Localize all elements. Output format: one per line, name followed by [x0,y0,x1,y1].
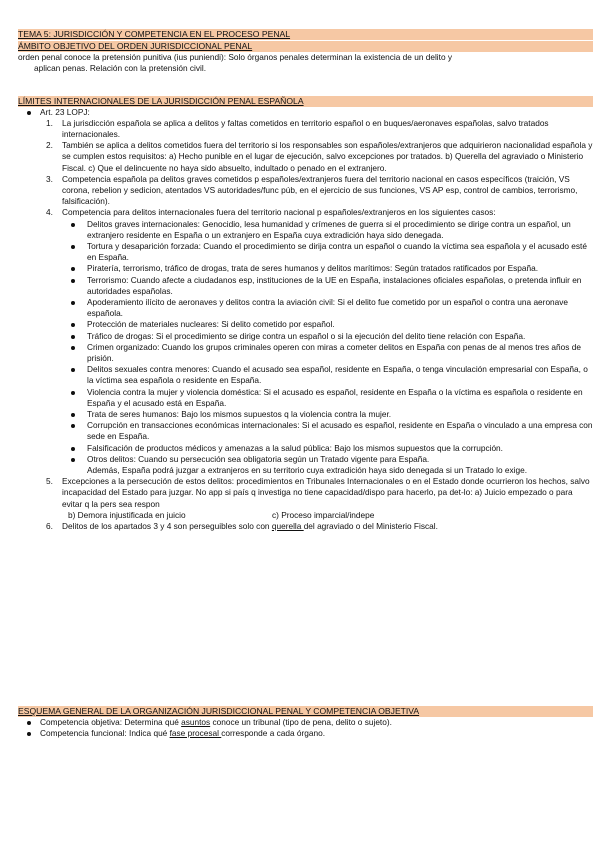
sub-item: Tráfico de drogas: Si el procedimiento se dirige contra un español o si la ejecución del delito tiene relación con España. [18,331,593,342]
item5-option-b: b) Demora injustificada en juicio [68,509,186,520]
sub-item: Terrorismo: Cuando afecte a ciudadanos esp, instituciones de la UE en España, instalaciones oficiales españolas, o pretenda influir en autoridades españolas. [18,275,593,297]
sub-item: Apoderamiento ilícito de aeronaves y delitos contra la aviación civil: Si el delito fue cometido por un español o contra una aeronave española. [18,297,593,319]
limites-section [18,96,593,532]
esquema-section [18,706,593,739]
sub-item: Falsificación de productos médicos y amenazas a la salud pública: Bajo los mismos supuestos que la corrupción. [18,443,593,454]
sub-item: Tortura y desaparición forzada: Cuando el procedimiento se dirija contra un español o cuando la víctima sea española y el acusado esté en España. [18,241,593,263]
querella-term: querella [271,521,304,532]
sub-item: Piratería, terrorismo, tráfico de drogas, trata de seres humanos y delitos marítimos: Según tratados ratificados por España. [18,263,593,274]
item5-option-c: c) Proceso imparcial/indepe [272,509,375,520]
competencia-objetiva-bullet: Competencia objetiva: Determina qué asuntos conoce un tribunal (tipo de pena, delito o sujeto). [18,717,593,728]
limites-item-4: 4. Competencia para delitos internacionales fuera del territorio nacional p españoles/extranjeros en los siguientes casos: Delitos graves internacionales: Genocidio, lesa humanidad y crímenes de guerra si el procedimiento se dirige contra un español, un extranjero residente en España o un extranjero en España cuya extradición haya sido denegada. Tortura y desaparición forzada: Cuando el procedimiento se dirija contra un español o cuando la víctima sea española y el acusado esté en España. Piratería, terrorismo, tráfico de drogas, trata de seres humanos y delitos marítimos: Según tratados ratificados por España. Terrorismo: Cuando afecte a ciudadanos esp, instituciones de la UE en España, instalaciones oficiales españolas, o pretenda influir en autoridades españolas. Apoderamiento ilícito de aeronaves y delitos contra la aviación civil: Si el delito fue cometido por un español o contra una aeronave española. Protección de materiales nucleares: Si delito cometido por español. Tráfico de drogas: Si el procedimiento se dirige contra un español o si la ejecución del delito tiene relación con España. Crimen organizado: Cuando los grupos criminales operen con miras a cometer delitos en España con penas de al menos tres años de prisión. Delitos sexuales contra menores: Cuando el acusado sea español, residente en España, o tenga vinculación empresarial con España, o la víctima sea española o residente en España. Violencia contra la mujer y violencia doméstica: Si el acusado es español, residente en España o la víctima es española o residente en España y el acusado está en España. Trata de seres humanos: Bajo los mismos supuestos q la violencia contra la mujer. Corrupción en transacciones económicas internacionales: Si el acusado es español, residente en España o vinculado a una empresa con sede en España. Falsificación de productos médicos y amenazas a la salud pública: Bajo los mismos supuestos que la corrupción. Otros delitos: Cuando su persecución sea obligatoria según un Tratado vigente para España. Además, España podrá juzgar a extranjeros en su territorio cuya extradición haya sido denegada si un Tratado lo exige. [18,207,593,476]
competencia-funcional-bullet: Competencia funcional: Indica qué fase procesal corresponde a cada órgano. [18,728,593,739]
art-bullet: Art. 23 LOPJ: [18,107,593,118]
sub-item: Violencia contra la mujer y violencia doméstica: Si el acusado es español, residente en España o la víctima es española o residente en España y el acusado está en España. [18,387,593,409]
page-title: TEMA 5: JURISDICCIÓN Y COMPETENCIA EN EL PROCESO PENAL [18,29,593,40]
sub-item: Delitos graves internacionales: Genocidio, lesa humanidad y crímenes de guerra si el procedimiento se dirige contra un español, un extranjero residente en España o un extranjero en España cuya extradición haya sido denegada. [18,219,593,241]
sub-item: Protección de materiales nucleares: Si delito cometido por español. [18,319,593,330]
international-crimes-list [62,219,593,477]
limites-list [18,118,593,533]
limites-item-2: 2. También se aplica a delitos cometidos fuera del territorio si los responsables son españoles/extranjeros que adquirieron nacionalidad española y se cumplen estos requisitos: a) Hecho punible en el lugar de ejecución, salvo excepciones por tratados. b) Querella del agraviado o Ministerio Fiscal. c) Que el delincuente no haya sido absuelto, indultado o penado en el extranjero. [46,140,593,173]
esquema-heading: ESQUEMA GENERAL DE LA ORGANIZACIÓN JURISDICCIONAL PENAL Y COMPETENCIA OBJETIVA [18,706,593,717]
sub-item: Trata de seres humanos: Bajo los mismos supuestos q la violencia contra la mujer. [18,409,593,420]
sub-item: Delitos sexuales contra menores: Cuando el acusado sea español, residente en España, o tenga vinculación empresarial con España, o la víctima sea española o residente en España. [18,364,593,386]
limites-item-1: 1. La jurisdicción española se aplica a delitos y faltas cometidos en territorio español o en buques/aeronaves españolas, salvo tratados internacionales. [46,117,549,139]
limites-item-5: 5. Excepciones a la persecución de estos delitos: procedimientos en Tribunales Internacionales o en el Estado donde ocurrieron los hechos, salvo incapacidad del Estado para juzgar. No app si país q investiga no tiene capacidad/dispo para hacerlo, pa det-lo: a) Juicio empezado o para evitar q la pers sea respon b) Demora injustificada en juicio c) Proceso imparcial/indepe [46,476,590,520]
ambito-heading: ÁMBITO OBJETIVO DEL ORDEN JURISDICCIONAL PENAL [18,41,593,52]
asuntos-term: asuntos [181,716,211,727]
sub-item-last: Otros delitos: Cuando su persecución sea obligatoria según un Tratado vigente para España. Además, España podrá juzgar a extranjeros en su territorio cuya extradición haya sido denegada si un Tratado lo exige. [18,454,593,476]
ambito-line-2: aplican penas. Relación con la pretensión civil. [34,62,207,73]
sub-extra-note: Además, España podrá juzgar a extranjeros en su territorio cuya extradición haya sido denegada si un Tratado lo exige. [87,465,527,475]
limites-heading: LÍMITES INTERNACIONALES DE LA JURISDICCIÓN PENAL ESPAÑOLA [18,96,593,107]
limites-item-3: 3. Competencia española pa delitos graves cometidos p españoles/extranjeros fuera del territorio nacional en casos específicos (traición, VS corona, rebelion y sedicion, atentados VS autoridades/func púb, en el ejercicio de sus funciones, VS AP esp, control de cambios, terrorismo, falsificación). [46,173,578,207]
limites-item-6: 6. Delitos de los apartados 3 y 4 son perseguibles solo con querella del agraviado o del Ministerio Fiscal. [46,521,438,532]
sub-item: Corrupción en transacciones económicas internacionales: Si el acusado es español, residente en España o vinculado a una empresa con sede en España. [18,420,593,442]
sub-item: Crimen organizado: Cuando los grupos criminales operen con miras a cometer delitos en España con penas de al menos tres años de prisión. [18,342,593,364]
ambito-line-1: orden penal conoce la pretensión punitiva (ius puniendi): Solo órganos penales determinan la existencia de un delito y [18,51,453,62]
fase-procesal-term: fase procesal [169,727,222,738]
ambito-section [18,41,593,74]
title-section [18,29,593,40]
